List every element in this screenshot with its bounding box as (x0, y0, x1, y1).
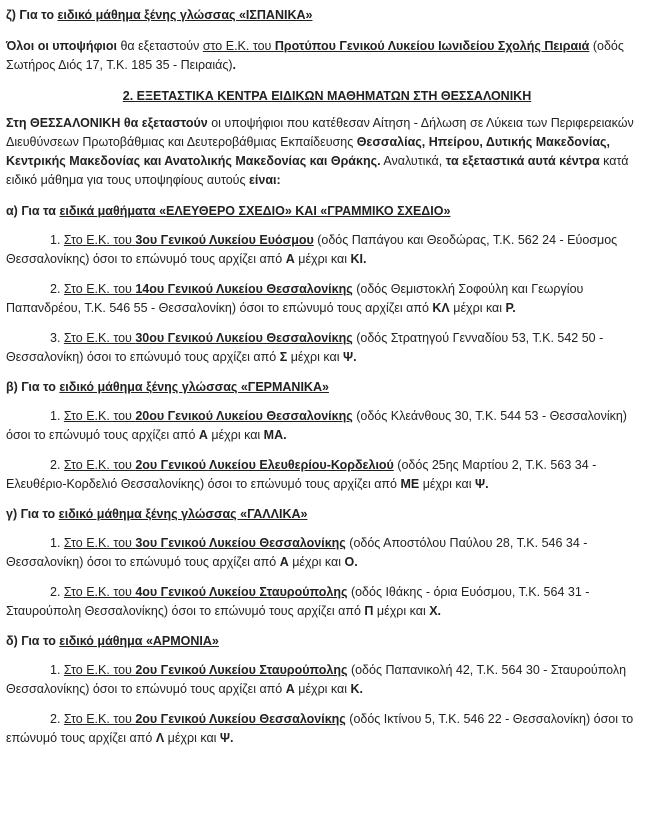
exam-center-item: 1. Στο Ε.Κ. του 3ου Γενικού Λυκείου Θεσσαλονίκης (οδός Αποστόλου Παύλου 28, Τ.Κ. 546 34 - Θεσσαλονίκη) όσοι το επώνυμό τους αρχίζει από Α μέχρι και Ο. (6, 536, 588, 569)
spanish-exam-paragraph: Όλοι οι υποψήφιοι θα εξεταστούν στο Ε.Κ. του Προτύπου Γενικού Λυκείου Ιωνιδείου Σχολής Πειραιά (οδός Σωτήρος Διός 17, Τ.Κ. 185 35 - Πειραιάς). (6, 39, 624, 72)
item-school-name: 3ου Γενικού Λυκείου Ευόσμου (135, 233, 314, 247)
subsection-prefix: δ) Για το (6, 634, 60, 648)
item-range-to: ΜΑ (263, 428, 284, 442)
spanish-para-school: Προτύπου Γενικού Λυκείου Ιωνιδείου Σχολής Πειραιά (274, 39, 590, 53)
item-school-name: 2ου Γενικού Λυκείου Θεσσαλονίκης (135, 712, 346, 726)
exam-center-item: 1. Στο Ε.Κ. του 20ου Γενικού Λυκείου Θεσσαλονίκης (οδός Κλεάνθους 30, Τ.Κ. 544 53 - Θεσσαλονίκη) όσοι το επώνυμό τους αρχίζει από Α μέχρι και ΜΑ. (6, 409, 627, 442)
item-address: (οδός Παπάγου και Θεοδώρας, Τ.Κ. 562 24 - Εύοσμος Θεσσαλονίκης) όσοι το επώνυμό τους αρχίζει από (6, 233, 618, 266)
item-center-prefix: Στο Ε.Κ. του (63, 458, 136, 472)
item-range-to: Ψ (342, 350, 354, 364)
item-center-prefix: Στο Ε.Κ. του (63, 233, 136, 247)
exam-center-item: 2. Στο Ε.Κ. του 4ου Γενικού Λυκείου Σταυρούπολης (οδός Ιθάκης - όρια Ευόσμου, Τ.Κ. 564 31 - Σταυρούπολη Θεσσαλονίκης) όσοι το επώνυμό τους αρχίζει από Π μέχρι και Χ. (6, 585, 590, 618)
item-address: (οδός Παπανικολή 42, Τ.Κ. 564 30 - Σταυρούπολη Θεσσαλονίκης) όσοι το επώνυμό τους αρχίζει από (6, 663, 627, 696)
item-range-to: Ρ (505, 301, 513, 315)
exam-center-item: 2. Στο Ε.Κ. του 2ου Γενικού Λυκείου Ελευθερίου-Κορδελιού (οδός 25ης Μαρτίου 2, Τ.Κ. 563 34 - Ελευθέριο-Κορδελιό Θεσσαλονίκης) όσοι το επώνυμό τους αρχίζει από ΜΕ μέχρι και Ψ. (6, 458, 597, 491)
item-center-prefix: Στο Ε.Κ. του (63, 585, 136, 599)
item-center-prefix: Στο Ε.Κ. του (63, 536, 136, 550)
subsection-subject: ειδικό μάθημα ξένης γλώσσας «ΓΕΡΜΑΝΙΚΑ» (59, 380, 329, 394)
exam-center-item: 2. Στο Ε.Κ. του 2ου Γενικού Λυκείου Θεσσαλονίκης (οδός Ικτίνου 5, Τ.Κ. 546 22 - Θεσσαλονίκη) όσοι το επώνυμό τους αρχίζει από Λ μέχρι και Ψ. (6, 712, 634, 745)
item-range-to: ΚΙ (350, 252, 364, 266)
exam-center-item: 2. Στο Ε.Κ. του 14ου Γενικού Λυκείου Θεσσαλονίκης (οδός Θεμιστοκλή Σοφούλη και Γεωργίου Παπανδρέου, Τ.Κ. 546 55 - Θεσσαλονίκη) όσοι το επώνυμό τους αρχίζει από ΚΛ μέχρι και Ρ. (6, 282, 584, 315)
section-zeta-heading (6, 6, 648, 25)
subsection-prefix: γ) Για το (6, 507, 59, 521)
item-school-name: 4ου Γενικού Λυκείου Σταυρούπολης (135, 585, 348, 599)
item-center-prefix: Στο Ε.Κ. του (63, 712, 136, 726)
item-range-from: Λ (155, 731, 165, 745)
section-zeta-prefix: ζ) Για το (6, 8, 58, 22)
exam-centers-list (6, 202, 648, 748)
section-zeta-subject: ειδικό μάθημα ξένης γλώσσας «ΙΣΠΑΝΙΚΑ» (57, 8, 313, 22)
item-address: (οδός Αποστόλου Παύλου 28, Τ.Κ. 546 34 - Θεσσαλονίκη) όσοι το επώνυμό τους αρχίζει από (6, 536, 588, 569)
item-range-from: ΚΛ (432, 301, 450, 315)
item-address: (οδός Στρατηγού Γενναδίου 53, Τ.Κ. 542 50 - Θεσσαλονίκη) όσοι το επώνυμό τους αρχίζει από (6, 331, 604, 364)
item-number: 1. (50, 233, 64, 247)
item-range-to: Ο (344, 555, 355, 569)
subsection-subject: ειδικό μάθημα ξένης γλώσσας «ΓΑΛΛΙΚΑ» (58, 507, 308, 521)
item-number: 3. (50, 331, 64, 345)
item-address: (οδός Ιθάκης - όρια Ευόσμου, Τ.Κ. 564 31 - Σταυρούπολη Θεσσαλονίκης) όσοι το επώνυμό τους αρχίζει από (6, 585, 590, 618)
item-range-to: Ψ (474, 477, 486, 491)
item-number: 1. (50, 409, 64, 423)
item-address: (οδός Ικτίνου 5, Τ.Κ. 546 22 - Θεσσαλονίκη) όσοι το επώνυμό τους αρχίζει από (6, 712, 634, 745)
thessaloniki-intro-paragraph: Στη ΘΕΣΣΑΛΟΝΙΚΗ θα εξεταστούν οι υποψήφιοι που κατέθεσαν Αίτηση - Δήλωση σε Λύκεια των Περιφερειακών Διευθύνσεων Πρωτοβάθμιας και Δευτεροβάθμιας Εκπαίδευσης Θεσσαλίας, Ηπείρου, Δυτικής Μακεδονίας, Κεντρικής Μακεδονίας και Ανατολικής Μακεδονίας και Θράκης. Αναλυτικά, τα εξεταστικά αυτά κέντρα κατά ειδικό μάθημα για τους υποψηφίους αυτούς είναι: (6, 116, 634, 187)
item-range-from: ΜΕ (400, 477, 420, 491)
subsection-subject: ειδικό μάθημα «ΑΡΜΟΝΙΑ» (59, 634, 219, 648)
item-range-from: Α (285, 252, 295, 266)
item-range-from: Α (198, 428, 208, 442)
item-center-prefix: Στο Ε.Κ. του (63, 331, 136, 345)
item-range-from: Α (285, 682, 295, 696)
subsection-heading (6, 632, 648, 651)
subsection-heading (6, 505, 648, 524)
item-number: 2. (50, 282, 64, 296)
item-school-name: 2ου Γενικού Λυκείου Σταυρούπολης (135, 663, 348, 677)
subsection-prefix: α) Για τα (6, 204, 60, 218)
spanish-para-lead: Όλοι οι υποψήφιοι (6, 39, 117, 53)
item-range-to: Χ (429, 604, 438, 618)
item-school-name: 2ου Γενικού Λυκείου Ελευθερίου-Κορδελιού (135, 458, 394, 472)
section-2-title: 2. ΕΞΕΤΑΣΤΙΚΑ ΚΕΝΤΡΑ ΕΙΔΙΚΩΝ ΜΑΘΗΜΑΤΩΝ ΣΤΗ ΘΕΣΣΑΛΟΝΙΚΗ (122, 89, 532, 103)
spanish-para-center-prefix: στο Ε.Κ. του (202, 39, 275, 53)
intro-regions: Θεσσαλίας, Ηπείρου, Δυτικής Μακεδονίας, Κεντρικής Μακεδονίας και Ανατολικής Μακεδονίας και Θράκης. (6, 135, 611, 168)
exam-center-item: 1. Στο Ε.Κ. του 2ου Γενικού Λυκείου Σταυρούπολης (οδός Παπανικολή 42, Τ.Κ. 564 30 - Σταυρούπολη Θεσσαλονίκης) όσοι το επώνυμό τους αρχίζει από Α μέχρι και Κ. (6, 663, 627, 696)
item-school-name: 14ου Γενικού Λυκείου Θεσσαλονίκης (135, 282, 353, 296)
subsection-heading (6, 378, 648, 397)
item-range-to: Ψ (219, 731, 231, 745)
intro-lead: Στη ΘΕΣΣΑΛΟΝΙΚΗ θα εξεταστούν (6, 116, 208, 130)
item-number: 2. (50, 458, 64, 472)
item-number: 1. (50, 663, 64, 677)
exam-center-item: 3. Στο Ε.Κ. του 30ου Γενικού Λυκείου Θεσσαλονίκης (οδός Στρατηγού Γενναδίου 53, Τ.Κ. 542 50 - Θεσσαλονίκη) όσοι το επώνυμό τους αρχίζει από Σ μέχρι και Ψ. (6, 331, 604, 364)
spanish-para-address: (οδός Σωτήρος Διός 17, Τ.Κ. 185 35 - Πειραιάς) (6, 39, 624, 72)
subsection-prefix: β) Για το (6, 380, 60, 394)
subsection-subject: ειδικά μαθήματα «ΕΛΕΥΘΕΡΟ ΣΧΕΔΙΟ» ΚΑΙ «ΓΡΑΜΜΙΚΟ ΣΧΕΔΙΟ» (59, 204, 451, 218)
item-range-from: Σ (279, 350, 288, 364)
item-center-prefix: Στο Ε.Κ. του (63, 409, 136, 423)
subsection-heading (6, 202, 648, 221)
item-address: (οδός 25ης Μαρτίου 2, Τ.Κ. 563 34 - Ελευθέριο-Κορδελιό Θεσσαλονίκης) όσοι το επώνυμό τους αρχίζει από (6, 458, 597, 491)
item-range-from: Α (279, 555, 289, 569)
item-number: 1. (50, 536, 64, 550)
item-number: 2. (50, 712, 64, 726)
item-center-prefix: Στο Ε.Κ. του (63, 282, 136, 296)
item-center-prefix: Στο Ε.Κ. του (63, 663, 136, 677)
item-range-from: Π (364, 604, 374, 618)
item-school-name: 30ου Γενικού Λυκείου Θεσσαλονίκης (135, 331, 353, 345)
item-school-name: 20ου Γενικού Λυκείου Θεσσαλονίκης (135, 409, 353, 423)
exam-center-item: 1. Στο Ε.Κ. του 3ου Γενικού Λυκείου Ευόσμου (οδός Παπάγου και Θεοδώρας, Τ.Κ. 562 24 - Εύοσμος Θεσσαλονίκης) όσοι το επώνυμό τους αρχίζει από Α μέχρι και ΚΙ. (6, 233, 618, 266)
item-address: (οδός Θεμιστοκλή Σοφούλη και Γεωργίου Παπανδρέου, Τ.Κ. 546 55 - Θεσσαλονίκη) όσοι το επώνυμό τους αρχίζει από (6, 282, 584, 315)
item-school-name: 3ου Γενικού Λυκείου Θεσσαλονίκης (135, 536, 346, 550)
item-range-to: Κ (350, 682, 360, 696)
item-address: (οδός Κλεάνθους 30, Τ.Κ. 544 53 - Θεσσαλονίκη) όσοι το επώνυμό τους αρχίζει από (6, 409, 627, 442)
item-number: 2. (50, 585, 64, 599)
